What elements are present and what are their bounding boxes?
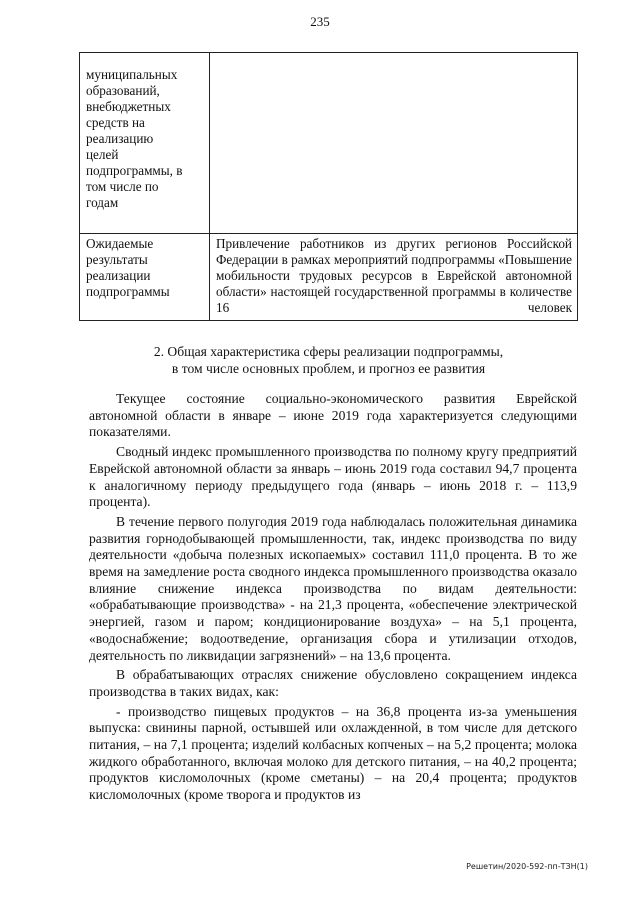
label-line: результаты — [86, 252, 148, 267]
label-line: подпрограммы, в — [86, 163, 183, 178]
paragraph: В обрабатывающих отраслях снижение обусловлено сокращением индекса производства в таких видах, как: — [89, 667, 577, 699]
paragraph: Текущее состояние социально-экономического развития Еврейской автономной области в январе – июне 2019 года характеризуется следующими показателями. — [89, 391, 577, 440]
section-heading-line: 2. Общая характеристика сферы реализации подпрограммы, — [153, 344, 504, 359]
table-row — [80, 53, 578, 234]
row-label — [80, 53, 210, 234]
document-reference: Решетин/2020-592-пп-ТЗН(1) — [466, 862, 588, 871]
label-line: Ожидаемые — [86, 236, 154, 251]
label-line: муниципальных — [86, 67, 178, 82]
label-line: годам — [86, 195, 119, 210]
paragraph: Сводный индекс промышленного производства по полному кругу предприятий Еврейской автономной области за январь – июнь 2019 года составил 94,7 процента к аналогичному периоду предыдущего года (январь – июнь 2018 г. – 113,9 процента). — [89, 444, 577, 510]
label-line: том числе по — [86, 179, 159, 194]
label-line: целей — [86, 147, 119, 162]
label-line: образований, — [86, 83, 160, 98]
label-line: реализацию — [86, 131, 154, 146]
row-label — [80, 234, 210, 321]
label-line: подпрограммы — [86, 284, 170, 299]
paragraph: В течение первого полугодия 2019 года наблюдалась положительная динамика развития горнодобывающей промышленности, так, индекс производства по виду деятельности «добыча полезных ископаемых» составил 111,0 процента. В то же время на замедление роста сводного индекса промышленного производства оказало влияние снижение индекса производства по видам деятельности: «обрабатывающие производства» - на 21,3 процента, «обеспечение электрической энергией, газом и паром; кондиционирование воздуха» – на 5,1 процента, «водоснабжение; водоотведение, организация сбора и утилизации отходов, деятельность по ликвидации загрязнений» – на 13,6 процента. — [89, 513, 577, 663]
body-text — [89, 391, 577, 807]
row-value: Привлечение работников из других регионов Российской Федерации в рамках мероприятий подпрограммы «Повышение мобильности трудовых ресурсов в Еврейской автономной области» настоящей государственной программы в количестве 16 человек — [210, 234, 578, 321]
section-heading — [79, 343, 578, 377]
row-value — [210, 53, 578, 234]
table-row — [80, 234, 578, 321]
label-line: внебюджетных — [86, 99, 171, 114]
section-heading-line: в том числе основных проблем, и прогноз ее развития — [171, 361, 486, 376]
label-line: средств на — [86, 115, 145, 130]
page-number: 235 — [310, 14, 330, 29]
list-paragraph: - производство пищевых продуктов – на 36,8 процента из-за уменьшения выпуска: свинины парной, остывшей или охлажденной, в том числе для детского питания, – на 7,1 процента; изделий колбасных копченых – на 5,2 процента; молока жидкого обработанного, включая молоко для детского питания, – на 40,2 процента; продуктов кисломолочных (кроме сметаны) – на 20,4 процента; продуктов кисломолочных (кроме творога и продуктов из — [89, 703, 577, 803]
label-line: реализации — [86, 268, 151, 283]
program-info-table — [79, 52, 578, 321]
